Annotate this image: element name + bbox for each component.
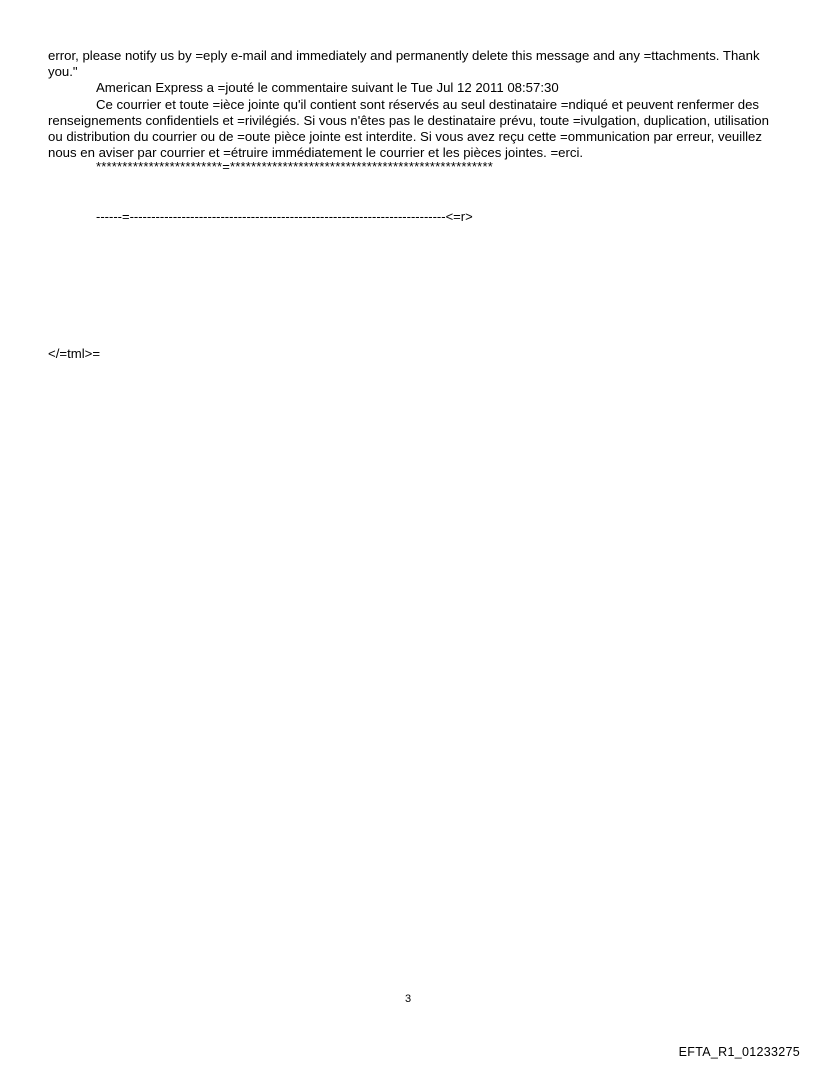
dash-separator: ------=-------------------------------------------------------------------------<=r> [96, 209, 473, 224]
paragraph-disclaimer-end: error, please notify us by =eply e-mail and immediately and permanently delete this message and any =ttachments. Thank you." [48, 48, 760, 80]
closing-html-tag: </=tml>= [48, 346, 101, 361]
paragraph-french-disclaimer: Ce courrier et toute =ièce jointe qu'il contient sont réservés au seul destinataire =ndiqué et peuvent renfermer des renseignements confidentiels et =rivilégiés. Si vous n'êtes pas le destinataire prévu, toute =ivulgation, duplication, utilisation ou distribution du courrier ou de =oute pièce jointe est interdite. Si vous avez reçu cette =ommunication par erreur, veuillez nous en aviser par courrier et =étruire immédiatement le courrier et les pièces jointes. =erci. [48, 96, 769, 161]
paragraph-comment-header: American Express a =jouté le commentaire suivant le Tue Jul 12 2011 08:57:30 [96, 80, 559, 96]
page-number: 3 [404, 993, 412, 1005]
star-separator: ************************=************************************************** [96, 159, 493, 174]
bates-number: EFTA_R1_01233275 [678, 1045, 800, 1059]
document-body [48, 48, 772, 161]
